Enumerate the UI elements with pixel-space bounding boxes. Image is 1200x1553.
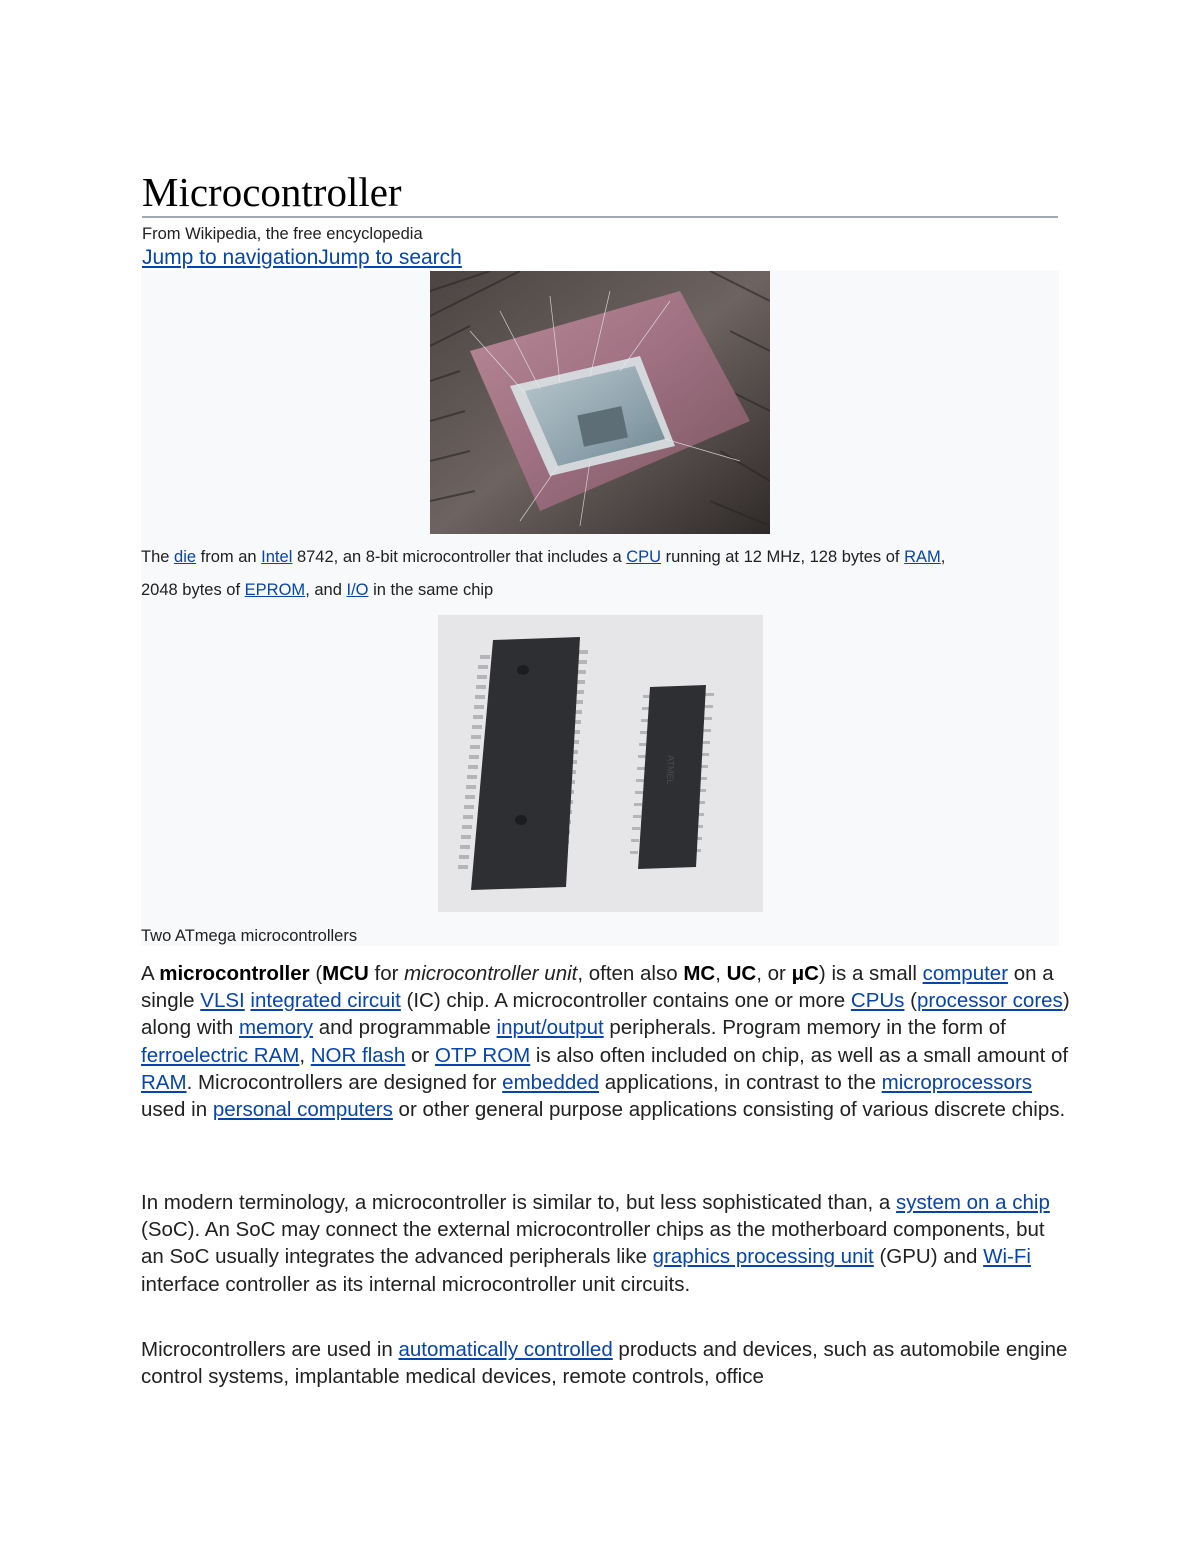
page-title: Microcontroller — [142, 170, 1058, 218]
text: applications, in contrast to the — [599, 1070, 882, 1094]
text: In modern terminology, a microcontroller is similar to, but less sophisticated than, a — [141, 1191, 897, 1214]
figure2-caption: Two ATmega microcontrollers — [141, 927, 358, 945]
text: , — [299, 1043, 311, 1067]
link-microprocessors[interactable]: microprocessors — [881, 1070, 1033, 1094]
paragraph-1 — [141, 960, 1071, 1123]
link-vlsi[interactable]: VLSI — [200, 989, 245, 1013]
atmega-microcontrollers-image[interactable] — [438, 615, 763, 912]
text: used in — [141, 1098, 213, 1122]
link-system-on-a-chip[interactable]: system on a chip — [896, 1191, 1050, 1214]
text: (IC) chip. A microcontroller contains one or more — [400, 989, 851, 1013]
text: ( — [904, 989, 917, 1013]
link-graphics-processing-unit[interactable]: graphics processing unit — [652, 1245, 874, 1269]
link-automatically-controlled[interactable]: automatically controlled — [398, 1338, 613, 1361]
link-io[interactable]: I/O — [346, 581, 369, 599]
tagline: From Wikipedia, the free encyclopedia — [142, 225, 423, 243]
text: A — [141, 962, 160, 985]
text: or other general purpose applications consisting of various discrete chips. — [392, 1098, 1066, 1122]
bold-term: MC — [683, 962, 716, 985]
text: is also often included on chip, as well as a small amount of — [530, 1043, 1069, 1067]
paragraph-2 — [141, 1189, 1071, 1298]
caption-text: from an — [196, 548, 262, 566]
text: interface controller as its internal microcontroller unit circuits. — [141, 1272, 691, 1296]
bold-term: microcontroller — [159, 962, 310, 985]
caption-text: running at 12 MHz, 128 bytes of — [661, 548, 905, 566]
text: ) is a small — [818, 962, 923, 985]
text: on a single — [141, 962, 1054, 1013]
bold-term: MCU — [322, 962, 369, 985]
link-ram[interactable]: RAM — [904, 548, 941, 566]
text: products and devices, such as automobile engine control systems, implantable medical devices, remote controls, office — [141, 1338, 1068, 1389]
paragraph-3 — [141, 1336, 1071, 1390]
text: Microcontrollers are used in — [141, 1338, 399, 1361]
svg-text:ATMEL: ATMEL — [664, 754, 676, 785]
link-ferroelectric-ram[interactable]: ferroelectric RAM — [141, 1043, 300, 1067]
caption-text: in the same chip — [368, 581, 494, 599]
link-otp-rom[interactable]: OTP ROM — [434, 1043, 531, 1067]
bold-term: μC — [791, 962, 819, 985]
jump-to-search-link[interactable]: Jump to search — [318, 246, 462, 269]
link-integrated-circuit[interactable]: integrated circuit — [250, 989, 401, 1013]
link-ram[interactable]: RAM — [141, 1070, 187, 1094]
link-personal-computers[interactable]: personal computers — [212, 1098, 393, 1122]
jump-links — [142, 246, 462, 270]
italic-term: microcontroller unit — [404, 962, 578, 985]
figure1-caption — [141, 541, 961, 607]
link-cpus[interactable]: CPUs — [850, 989, 905, 1013]
link-memory[interactable]: memory — [239, 1016, 314, 1040]
caption-text: , and — [305, 581, 347, 599]
caption-text: , 2048 bytes of — [141, 548, 946, 599]
intel-8742-die-image[interactable] — [430, 271, 770, 534]
text: (SoC). An SoC may connect the external microcontroller chips as the motherboard components, but an SoC usually integrates the advanced peripherals like — [141, 1218, 1045, 1269]
text: (GPU) and — [873, 1245, 984, 1269]
text: , or — [756, 962, 792, 985]
jump-to-navigation-link[interactable]: Jump to navigation — [142, 246, 319, 269]
link-computer[interactable]: computer — [922, 962, 1009, 985]
text: or — [405, 1043, 435, 1067]
text: for — [368, 962, 405, 985]
link-intel[interactable]: Intel — [261, 548, 293, 566]
link-eprom[interactable]: EPROM — [244, 581, 306, 599]
link-cpu[interactable]: CPU — [626, 548, 662, 566]
caption-text: 8742, an 8-bit microcontroller that includes a — [292, 548, 627, 566]
caption-text: The — [141, 548, 175, 566]
text: and programmable — [313, 1016, 497, 1040]
bold-term: UC — [726, 962, 757, 985]
link-embedded[interactable]: embedded — [502, 1070, 600, 1094]
text: , — [715, 962, 727, 985]
text: ) along with — [141, 989, 1070, 1040]
text: peripherals. Program memory in the form of — [603, 1016, 1006, 1040]
link-processor-cores[interactable]: processor cores — [916, 989, 1063, 1013]
link-wi-fi[interactable]: Wi-Fi — [983, 1245, 1031, 1269]
link-die[interactable]: die — [174, 548, 197, 566]
link-input-output[interactable]: input/output — [496, 1016, 604, 1040]
link-nor-flash[interactable]: NOR flash — [310, 1043, 406, 1067]
text: ( — [309, 962, 323, 985]
text: . Microcontrollers are designed for — [186, 1070, 503, 1094]
text: , often also — [577, 962, 684, 985]
